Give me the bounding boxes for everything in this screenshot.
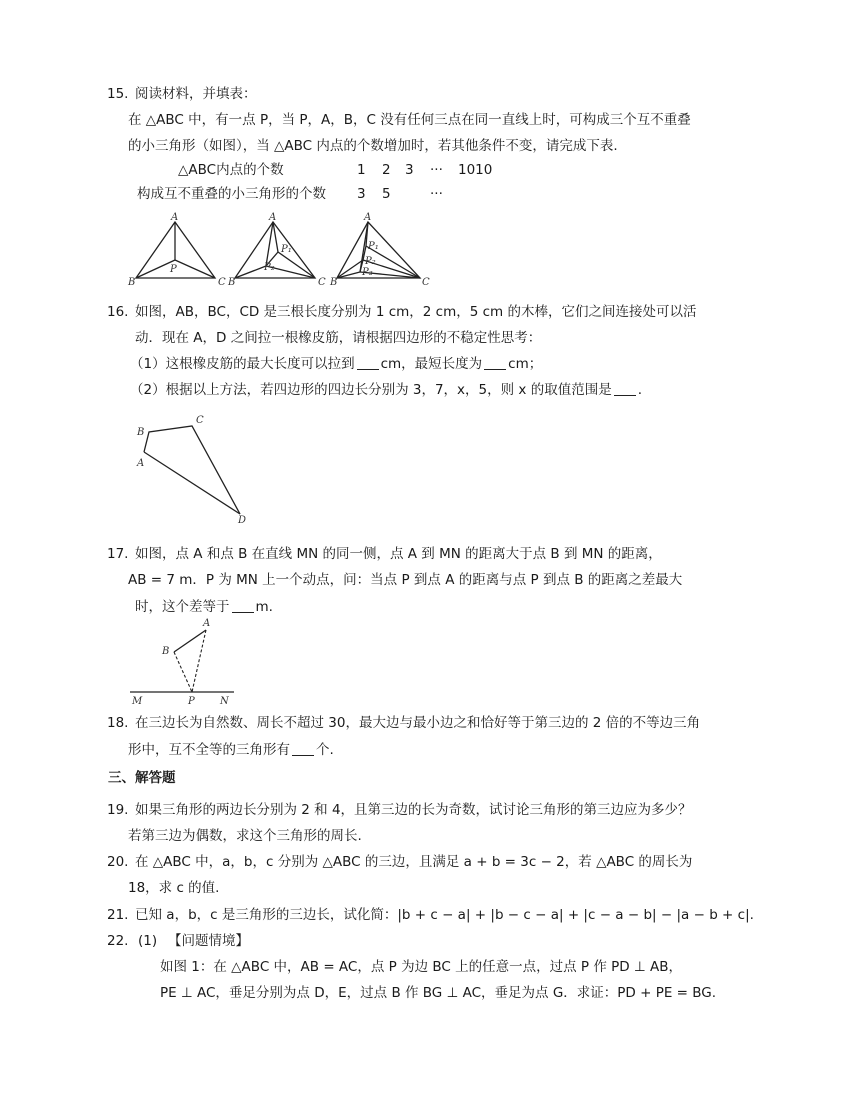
q19-number: 19. — [107, 802, 129, 818]
q17-fig-label-b: B — [162, 646, 170, 657]
q22-number: 22. — [107, 933, 129, 949]
q15-table-cell: ··· — [430, 162, 443, 178]
q17-number: 17. — [107, 546, 129, 562]
q16-fig-label-c: C — [196, 415, 204, 426]
q15-fig1-label-p: P — [170, 264, 177, 275]
q15-title: 阅读材料，并填表： — [135, 86, 257, 102]
q16-line2: 动．现在 A，D 之间拉一根橡皮筋，请根据四边形的不稳定性思考： — [135, 330, 542, 346]
q15-line2: 的小三角形（如图），当 △ABC 内点的个数增加时，若其他条件不变，请完成下表. — [128, 138, 618, 154]
q15-fig2-label-a: A — [269, 212, 277, 223]
q17-line3-text-b: m. — [255, 599, 273, 615]
q15-fig2-label-c: C — [318, 277, 326, 288]
q15-table-cell: 3 — [405, 162, 414, 178]
q17-fig-label-p: P — [188, 696, 195, 707]
answer-blank[interactable] — [357, 355, 379, 370]
q20-line2: 18，求 c 的值. — [128, 880, 220, 896]
q15-fig2-label-p2: P₂ — [264, 262, 275, 273]
q17-fig-label-a: A — [203, 618, 211, 629]
q15-figure-3 — [330, 212, 430, 288]
q21-number: 21. — [107, 907, 129, 923]
answer-blank[interactable] — [292, 741, 314, 756]
q15-table-cell: ··· — [430, 186, 443, 202]
q15-table-row2-label: 构成互不重叠的小三角形的个数 — [137, 186, 326, 202]
answer-blank[interactable] — [614, 381, 636, 396]
q20-line1: 在 △ABC 中，a，b，c 分别为 △ABC 的三边，且满足 a + b = 3c − 2，若 △ABC 的周长为 — [135, 854, 693, 870]
q16-line1: 如图，AB，BC，CD 是三根长度分别为 1 cm，2 cm，5 cm 的木棒，它们之间连接处可以活 — [135, 304, 697, 320]
q15-fig3-label-c: C — [422, 277, 430, 288]
q15-fig1-label-a: A — [171, 212, 179, 223]
q18-number: 18. — [107, 715, 129, 731]
q17-fig-label-m: M — [132, 696, 143, 707]
q16-part2-text-b: . — [637, 382, 643, 398]
answer-blank[interactable] — [484, 355, 506, 370]
q16-number: 16. — [107, 304, 129, 320]
q22-heading: 【问题情境】 — [168, 933, 249, 949]
q18-line2-text-b: 个. — [316, 742, 334, 758]
q15-fig2-label-p1: P₁ — [281, 244, 292, 255]
q15-fig3-label-b: B — [330, 277, 338, 288]
q15-table-cell: 1 — [357, 162, 366, 178]
q15-table-cell: 3 — [357, 186, 366, 202]
q16-part1-text-a: （1）这根橡皮筋的最大长度可以拉到 — [130, 356, 355, 372]
q18-line1: 在三边长为自然数、周长不超过 30，最大边与最小边之和恰好等于第三边的 2 倍的不等边三角 — [135, 715, 701, 731]
q22-line1: 如图 1：在 △ABC 中，AB = AC，点 P 为边 BC 上的任意一点，过点 P 作 PD ⊥ AB， — [160, 959, 682, 975]
q15-table-cell: 1010 — [458, 162, 493, 178]
q17-line3-text-a: 时，这个差等于 — [135, 599, 230, 615]
q15-table-cell: 5 — [382, 186, 391, 202]
q16-part2-text-a: （2）根据以上方法，若四边形的四边长分别为 3，7，x，5，则 x 的取值范围是 — [130, 382, 612, 398]
q22-line2: PE ⊥ AC，垂足分别为点 D，E，过点 B 作 BG ⊥ AC，垂足为点 G．求证：PD + PE = BG. — [160, 985, 717, 1001]
q18-line2-text-a: 形中，互不全等的三角形有 — [128, 742, 290, 758]
q20-number: 20. — [107, 854, 129, 870]
q16-part1 — [130, 354, 542, 374]
q16-fig-label-a: A — [137, 458, 145, 469]
q15-fig3-label-p1: P₁ — [368, 241, 379, 252]
q17-line1: 如图，点 A 和点 B 在直线 MN 的同一侧，点 A 到 MN 的距离大于点 B 到 MN 的距离， — [135, 546, 662, 562]
q15-number: 15. — [107, 86, 129, 102]
q15-fig2-label-b: B — [228, 277, 236, 288]
q16-part1-text-c: cm； — [508, 356, 543, 372]
q17-line2: AB = 7 m．P 为 MN 上一个动点，问：当点 P 到点 A 的距离与点 P 到点 B 的距离之差最大 — [128, 572, 683, 588]
q15-fig3-label-a: A — [364, 212, 372, 223]
q15-figure-1 — [128, 212, 224, 288]
q15-table-row1-label: △ABC内点的个数 — [178, 162, 284, 178]
section-heading: 三、解答题 — [108, 770, 176, 786]
q19-line2: 若第三边为偶数，求这个三角形的周长. — [128, 828, 362, 844]
q18-line2 — [128, 740, 334, 760]
q15-table-cell: 2 — [382, 162, 391, 178]
q15-fig1-label-b: B — [128, 277, 136, 288]
q22-part: (1) — [138, 933, 158, 949]
q15-figure-2 — [228, 212, 328, 288]
q15-fig3-label-p3: P₃ — [362, 267, 373, 278]
q21-line1: 已知 a，b，c 是三角形的三边长，试化简：|b + c − a| + |b − c − a| + |c − a − b| − |a − b + c|. — [135, 907, 754, 923]
q16-figure — [134, 410, 254, 528]
q16-part2 — [130, 380, 642, 400]
q17-fig-label-n: N — [220, 696, 229, 707]
answer-blank[interactable] — [232, 598, 254, 613]
q19-line1: 如果三角形的两边长分别为 2 和 4，且第三边的长为奇数，试讨论三角形的第三边应为多少？ — [135, 802, 692, 818]
q16-fig-label-d: D — [238, 515, 247, 526]
q15-fig3-label-p2: P₂ — [365, 256, 376, 267]
q16-part1-text-b: cm，最短长度为 — [380, 356, 483, 372]
q17-line3 — [135, 597, 273, 617]
q17-figure — [130, 616, 240, 708]
q15-fig1-label-c: C — [218, 277, 226, 288]
q16-fig-label-b: B — [137, 427, 145, 438]
q15-line1: 在 △ABC 中，有一点 P，当 P，A，B，C 没有任何三点在同一直线上时，可构成三个互不重叠 — [128, 112, 691, 128]
